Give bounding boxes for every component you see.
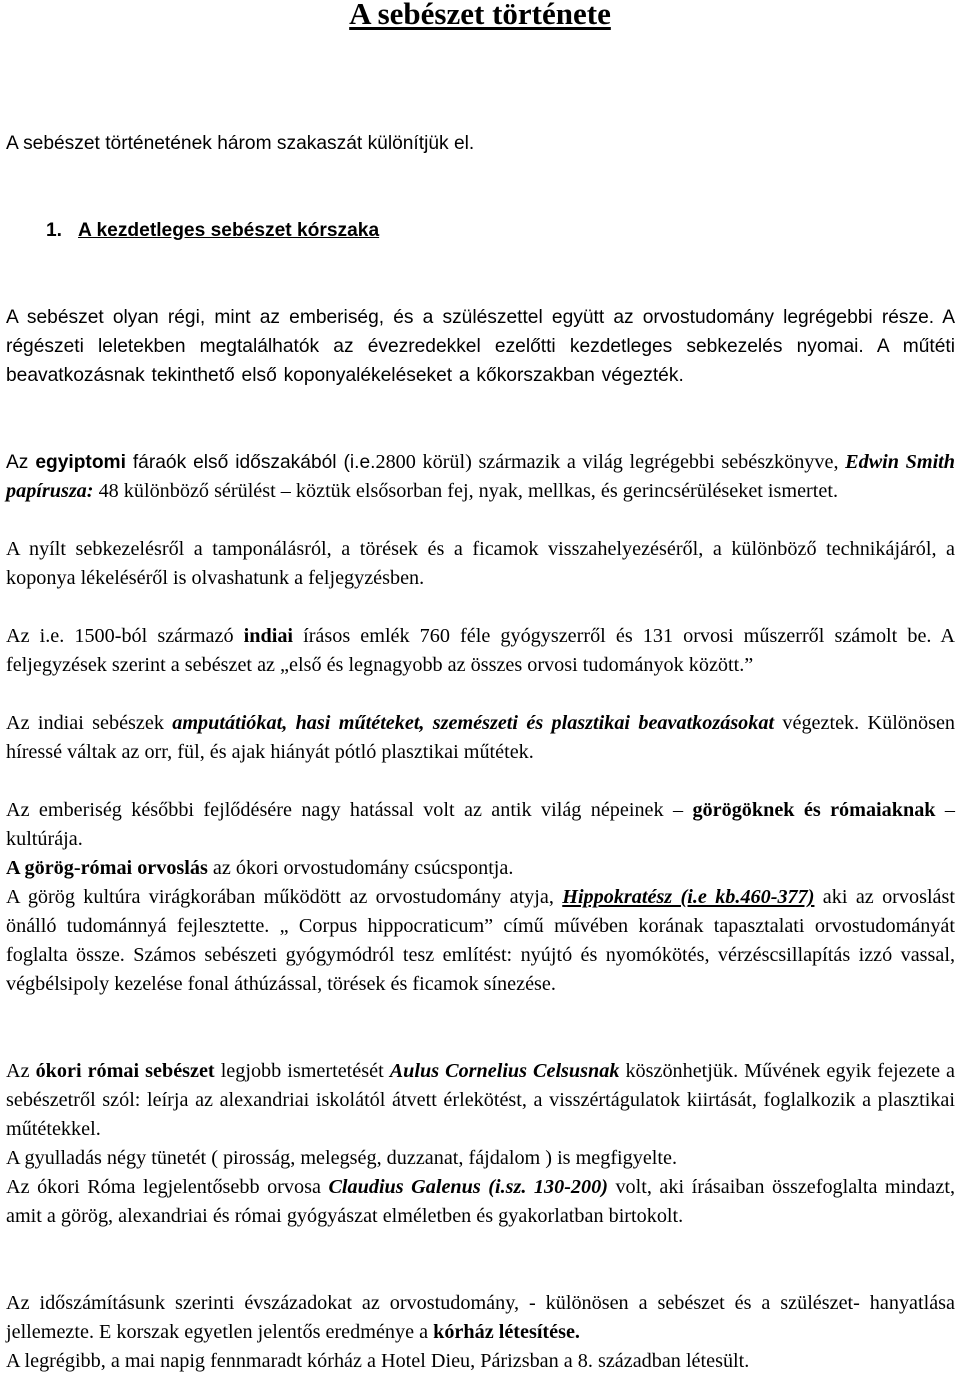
text-run: fáraók első időszakából (i.e. xyxy=(125,452,376,473)
text-run: Az xyxy=(6,1060,36,1082)
text-run: 2800 körül) származik a világ legrégebbi sebészkönyve, xyxy=(375,451,846,473)
emphasis-operations: amputátiókat, hasi műtéteket, szemészeti és plasztikai beavatkozásokat xyxy=(172,712,775,734)
paragraph-antiquity xyxy=(6,796,955,854)
emphasis-greco-roman: A görög-római orvoslás xyxy=(6,857,208,879)
paragraph-greco-roman xyxy=(6,854,955,883)
document-title: A sebészet története xyxy=(349,0,611,31)
emphasis-indian: indiai xyxy=(243,625,294,647)
paragraph-inflammation: A gyulladás négy tünetét ( pirosság, melegség, duzzanat, fájdalom ) is megfigyelte. xyxy=(6,1147,678,1169)
section-title: A kezdetleges sebészet kórszaka xyxy=(78,220,380,241)
intro-paragraph: A sebészet történetének három szakaszát különítjük el. xyxy=(6,133,475,154)
emphasis-greeks-romans: görögöknek és rómaiaknak xyxy=(692,799,936,821)
text-run: 48 különböző sérülést – köztük elsősorban fej, nyak, mellkas, és gerincsérüléseket ismertet. xyxy=(93,480,839,502)
paragraph-celsus xyxy=(6,1057,955,1144)
emphasis-hippocrates: Hippokratész (i.e kb.460-377) xyxy=(562,886,815,908)
emphasis-egyptian: egyiptomi xyxy=(35,452,126,473)
text-run: aki az orvoslást önálló tudománnyá fejlesztette. „ Corpus hippocraticum” című művében korának tapasztalati orvostudományát foglalta össze. Számos sebészeti gyógymódról tesz említést: nyújtó és nyomókötés, vérzéscsillapítás izzó vassal, végbélsipoly kezelése fonal áthúzással, törések és ficamok sínezése. xyxy=(6,886,955,995)
text-run: Az indiai sebészek xyxy=(6,712,173,734)
text-run: A görög kultúra virágkorában működött az orvostudomány atyja, xyxy=(6,886,563,908)
section-heading xyxy=(46,216,646,245)
emphasis-roman-surgery: ókori római sebészet xyxy=(35,1060,215,1082)
paragraph-techniques: A nyílt sebkezelésről a tamponálásról, a törések és a ficamok visszahelyezéséről, a különböző technikájáról, a koponya lékeléséről is olvashatunk a feljegyzésben. xyxy=(6,538,955,589)
paragraph-indian-surgeons xyxy=(6,709,955,767)
paragraph-hippocrates xyxy=(6,883,955,999)
text-run: Az időszámításunk szerinti évszázadokat az orvostudomány, - különösen a sebészet és a szülészet- hanyatlása jellemezte. E korszak egyetlen jelentős eredménye a xyxy=(6,1292,955,1343)
section-number: 1. xyxy=(46,220,63,241)
emphasis-celsus: Aulus Cornelius Celsusnak xyxy=(389,1060,620,1082)
text-run: Az ókori Róma legjelentősebb orvosa xyxy=(6,1176,329,1198)
emphasis-edwin-smith: Edwin Smith papírusza: xyxy=(6,451,956,502)
text-run: legjobb ismertetését xyxy=(214,1060,390,1082)
paragraph-origins: A sebészet olyan régi, mint az emberiség, és a szülészettel együtt az orvostudomány legrégebbi része. A régészeti leletekben megtalálhatók az évezredekkel ezelőtti kezdetleges sebkezelés nyomai. A műtéti beavatkozásnak tekinthető első koponyalékeléseket a kőkorszakban végezték. xyxy=(6,307,955,386)
text-run: az ókori orvostudomány csúcspontja. xyxy=(207,857,514,879)
text-run: köszönhetjük. Művének egyik fejezete a sebészetről szól: leírja az alexandriai iskolától átvett érlekötést, a visszértágulatok kiirtását, foglalkozik a plasztikai műtétekkel. xyxy=(6,1060,956,1140)
paragraph-galenus xyxy=(6,1173,955,1231)
text-run: Az emberiség későbbi fejlődésére nagy hatással volt az antik világ népeinek – xyxy=(6,799,693,821)
paragraph-india xyxy=(6,622,955,680)
text-run: Az i.e. 1500-ból származó xyxy=(6,625,244,647)
emphasis-galenus: Claudius Galenus (i.sz. 130-200) xyxy=(328,1176,608,1198)
paragraph-egypt xyxy=(6,448,955,506)
paragraph-middle-ages xyxy=(6,1289,955,1347)
text-run: végeztek. Különösen híressé váltak az orr, fül, és ajak hiányát pótló plasztikai műtétek. xyxy=(6,712,955,763)
emphasis-hospital: kórház létesítése. xyxy=(433,1321,580,1343)
text-run: Az xyxy=(6,452,36,473)
paragraph-hotel-dieu: A legrégibb, a mai napig fennmaradt kórház a Hotel Dieu, Párizsban a 8. században létesült. xyxy=(6,1350,750,1372)
text-run: volt, aki írásaiban összefoglalta mindazt, amit a görög, alexandriai és római gyógyászat elméletben és gyakorlatban birtokolt. xyxy=(6,1176,956,1227)
text-run: írásos emlék 760 féle gyógyszerről és 131 orvosi műszerről számolt be. A feljegyzések szerint a sebészet az „első és legnagyobb az összes orvosi tudományok között.” xyxy=(6,625,955,676)
text-run: – kultúrája. xyxy=(6,799,955,850)
